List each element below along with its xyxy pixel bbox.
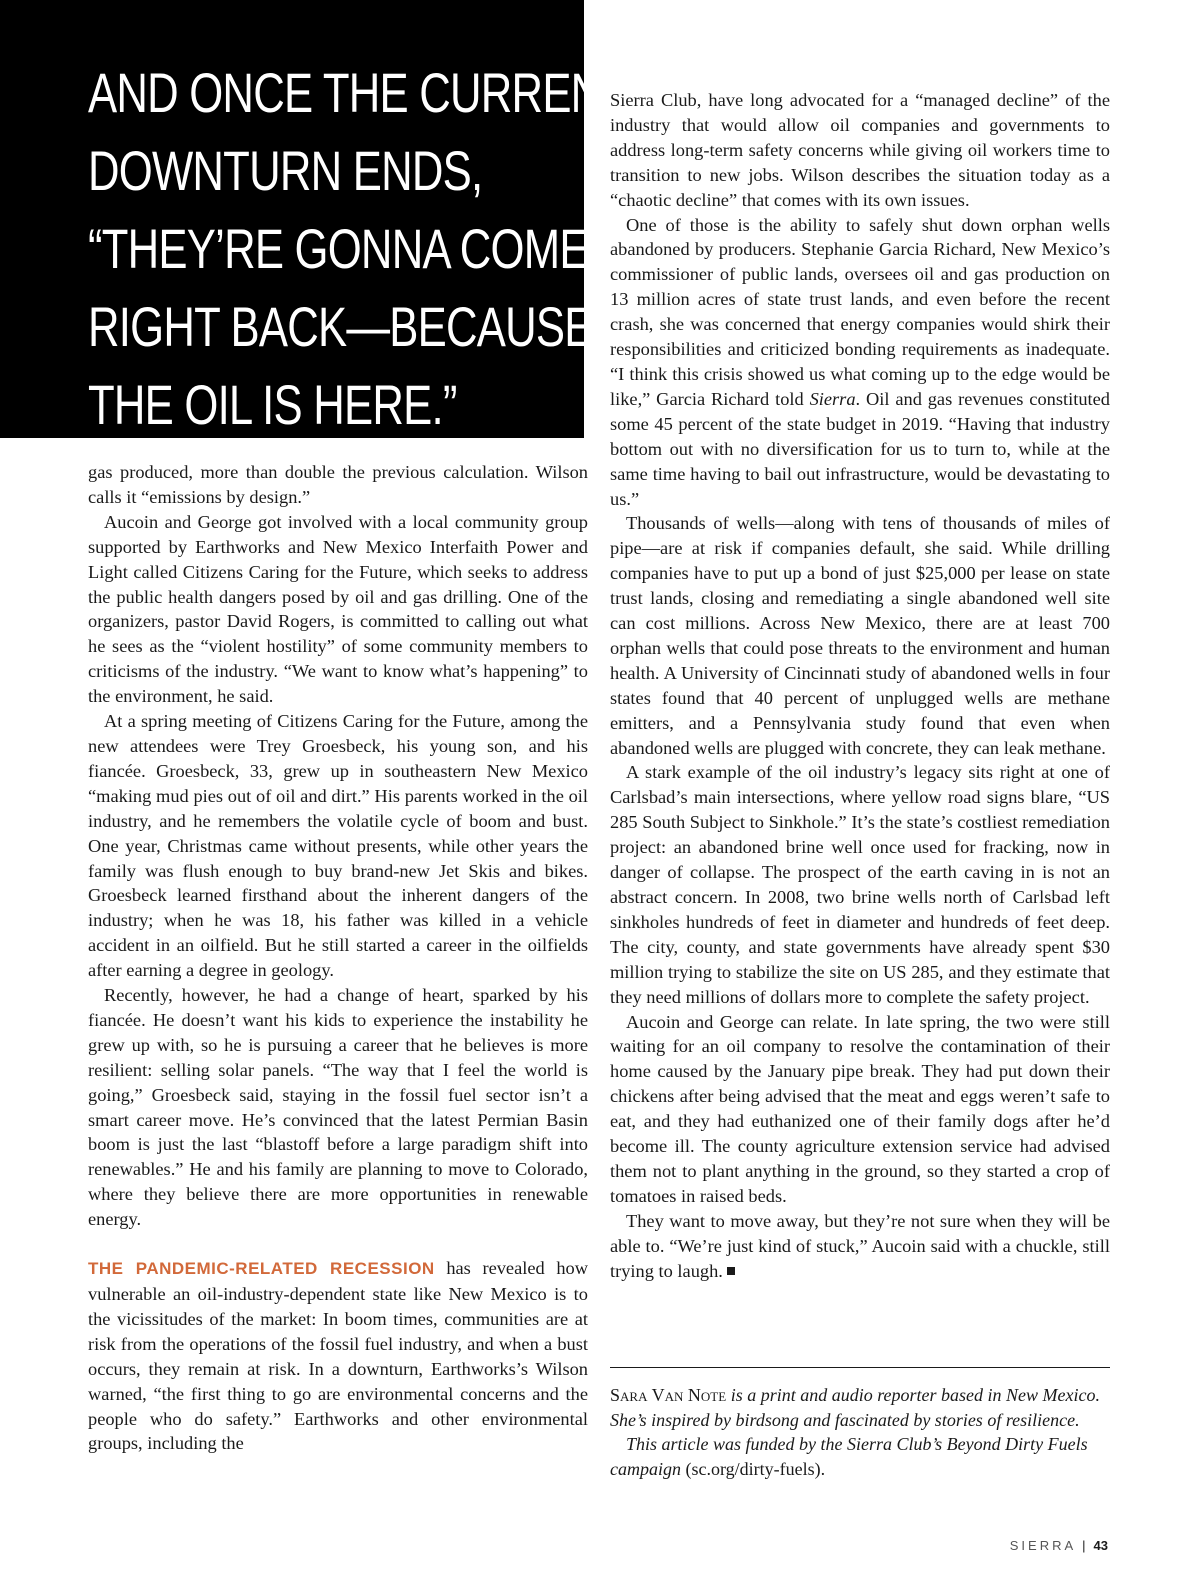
- pull-quote-line: AND ONCE THE CURRENT: [88, 61, 628, 124]
- paragraph-text: has revealed how vulnerable an oil-industry-dependent state like New Mexico is to the vicissitudes of the market: In boom times, communities are at risk from the operations of the fossil fuel industry, and when a bust occurs, they remain at risk. In a downturn, Earthworks’s Wilson warned, “the first thing to go are environmental concerns and the people who do safety.” Earthworks and other environmental groups, including the: [88, 1258, 588, 1454]
- section-break: [88, 1232, 588, 1256]
- end-mark-icon: [727, 1267, 735, 1275]
- paragraph-text: One of those is the ability to safely shut down orphan wells abandoned by producers. Stephanie Garcia Richard, New Mexico’s commissioner of public lands, oversees oil and gas production on 13 million acres of state trust lands, and even before the recent crash, she was concerned that energy companies would shirk their responsibilities and criticized bonding requirements as inadequate. “I think this crisis showed us what coming up to the edge would be like,” Garcia Richard told: [610, 214, 1110, 409]
- paragraph: At a spring meeting of Citizens Caring for the Future, among the new attendees were Trey Groesbeck, his young son, and his fiancée. Groesbeck, 33, grew up in southeastern New Mexico “making mud pies out of oil and dirt.” His parents worked in the oil industry, and he remembers the volatile cycle of boom and bust. One year, Christmas came without presents, while other years the family was flush enough to buy brand-new Jet Skis and bikes. Groesbeck learned firsthand about the inherent dangers of the industry; when he was 18, his father was killed in a vehicle accident in an oilfield. But he still started a career in the oilfields after earning a degree in geology.: [88, 711, 588, 981]
- right-column: [610, 88, 1110, 1284]
- page-footer: [1010, 1538, 1108, 1553]
- funding-link: (sc.org/dirty-fuels).: [681, 1458, 826, 1479]
- author-name: Sara Van Note: [610, 1385, 727, 1405]
- pull-quote-line: DOWNTURN ENDS,: [88, 139, 483, 202]
- paragraph: Thousands of wells—along with tens of thousands of miles of pipe—are at risk if companies default, she said. While drilling companies have to put up a bond of just $25,000 per lease on state trust lands, closing and remediating a single abandoned well site can cost millions. Across New Mexico, there are at least 700 orphan wells that could pose threats to the environment and human health. A University of Cincinnati study of abandoned wells in four states found that 40 percent of unplugged wells are methane emitters, and a Pennsylvania study found that even when abandoned wells are plugged with concrete, they can leak methane.: [610, 513, 1110, 758]
- paragraph-text: . Oil and gas revenues constituted some 45 percent of the state budget in 2019. “Having that industry bottom out with no diversification for us to turn to, while at the same time having to bail out infrastructure, would be devastating to us.”: [610, 388, 1110, 509]
- paragraph: [610, 213, 1110, 512]
- paragraph: A stark example of the oil industry’s legacy sits right at one of Carlsbad’s main intersections, where yellow road signs blare, “US 285 South Subject to Sinkhole.” It’s the state’s costliest remediation project: an abandoned brine well once used for fracking, now in danger of collapse. The prospect of the earth caving in is not an abstract concern. In 2008, two brine wells north of Carlsbad left sinkholes hundreds of feet in diameter and hundreds of feet deep. The city, county, and state governments have already spent $30 million trying to stabilize the site on US 285, and they estimate that they need millions of dollars more to complete the safety project.: [610, 762, 1110, 1007]
- magazine-title: Sierra: [809, 388, 856, 409]
- bio-divider: [610, 1367, 1110, 1368]
- magazine-name: SIERRA: [1009, 1538, 1077, 1553]
- bio-text: is a print and audio reporter based in New Mexico. She’s inspired by birdsong and fascinated by stories of resilience.: [610, 1385, 1100, 1430]
- pull-quote-line: THE OIL IS HERE.”: [88, 373, 457, 436]
- section-lead-in: THE PANDEMIC-RELATED RECESSION: [88, 1259, 435, 1279]
- paragraph: gas produced, more than double the previous calculation. Wilson calls it “emissions by design.”: [88, 462, 588, 507]
- pull-quote-line: “THEY’RE GONNA COME: [88, 217, 588, 280]
- paragraph: [610, 1209, 1110, 1284]
- paragraph: Recently, however, he had a change of heart, sparked by his fiancée. He doesn’t want his kids to experience the instability he grew up with, so he is pursuing a career that he believes is more resilient: selling solar panels. “The way that I feel the world is going,” Groesbeck said, staying in the fossil fuel sector isn’t a smart career move. He’s convinced that the latest Permian Basin boom is just the last “blastoff before a large paradigm shift into renewables.” He and his family are planning to move to Colorado, where they believe there are more opportunities in renewable energy.: [88, 985, 588, 1230]
- paragraph: [88, 1256, 588, 1456]
- paragraph: Aucoin and George can relate. In late spring, the two were still waiting for an oil company to resolve the contamination of their home caused by the January pipe break. They had put down their chickens after being advised that the meat and eggs weren’t safe to eat, and they had euthanized one of their family dogs after he’d become ill. The county agriculture extension service had advised them not to plant anything in the ground, so they started a crop of tomatoes in raised beds.: [610, 1011, 1110, 1206]
- paragraph: Sierra Club, have long advocated for a “managed decline” of the industry that would allow oil companies and governments to address long-term safety concerns while giving oil workers time to transition to new jobs. Wilson describes the situation today as a “chaotic decline” that comes with its own issues.: [610, 90, 1110, 210]
- paragraph: Aucoin and George got involved with a local community group supported by Earthworks and New Mexico Interfaith Power and Light called Citizens Caring for the Future, which seeks to address the public health dangers posed by oil and gas drilling. One of the organizers, pastor David Rogers, is committed to calling out what he sees as the “violent hostility” of some community members to criticisms of the industry. “We want to know what’s happening” to the environment, he said.: [88, 511, 588, 707]
- page-number: 43: [1093, 1538, 1108, 1553]
- pull-quote-block: [0, 0, 628, 438]
- pull-quote-line: RIGHT BACK—BECAUSE: [88, 295, 593, 358]
- funding-note: [610, 1432, 1110, 1481]
- author-bio: [610, 1383, 1110, 1481]
- bio-line: [610, 1383, 1110, 1432]
- footer-separator: |: [1082, 1538, 1088, 1553]
- left-column: [88, 460, 588, 1456]
- funding-text: This article was funded by the Sierra Club’s Beyond Dirty Fuels campaign: [610, 1434, 1088, 1479]
- paragraph-text: They want to move away, but they’re not sure when they will be able to. “We’re just kind of stuck,” Aucoin said with a chuckle, still trying to laugh.: [610, 1210, 1110, 1281]
- pull-quote: [88, 54, 628, 444]
